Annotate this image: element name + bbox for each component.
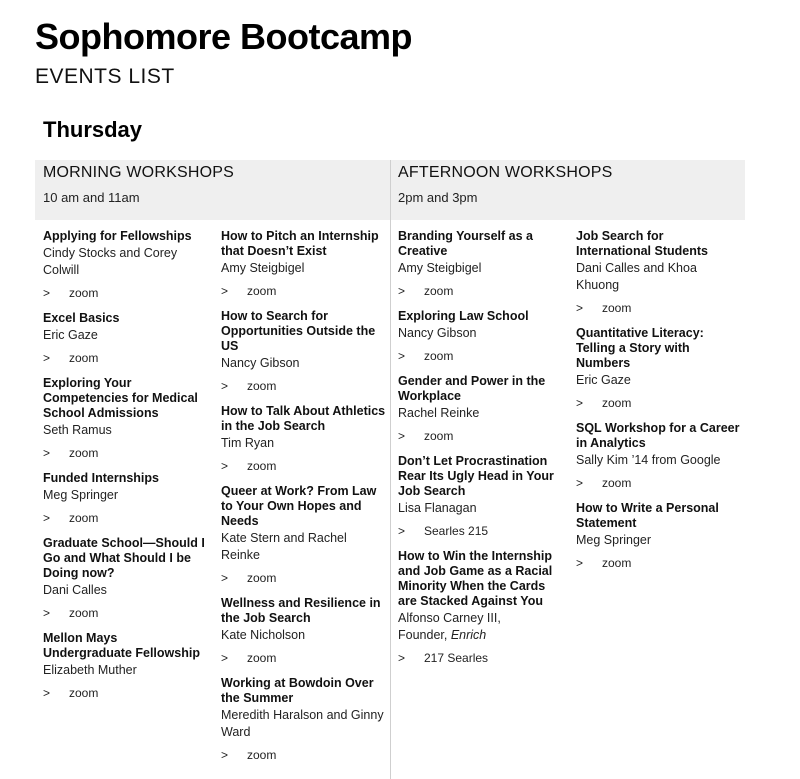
- chevron-right-icon: >: [576, 301, 584, 315]
- event-speaker: Tim Ryan: [221, 436, 275, 450]
- event-item: [576, 229, 741, 316]
- event-speaker: Seth Ramus: [43, 423, 112, 437]
- event-location: [221, 747, 386, 763]
- event-speaker: Sally Kim ’14 from Google: [576, 453, 721, 467]
- chevron-right-icon: >: [576, 476, 584, 490]
- event-location-text: zoom: [247, 748, 277, 762]
- event-location-text: zoom: [247, 459, 277, 473]
- event-location: [221, 650, 386, 666]
- event-speaker: Meg Springer: [43, 488, 119, 502]
- event-title: Graduate School—Should I Go and What Should I be Doing now?: [43, 536, 205, 580]
- event-location-text: zoom: [424, 429, 454, 443]
- chevron-right-icon: >: [398, 651, 406, 665]
- event-title: Branding Yourself as a Creative: [398, 229, 533, 258]
- event-title: Applying for Fellowships: [43, 229, 192, 243]
- event-speaker: Kate Stern and Rachel Reinke: [221, 531, 347, 562]
- chevron-right-icon: >: [398, 524, 406, 538]
- event-location: [43, 445, 208, 461]
- event-location: [221, 283, 386, 299]
- event-item: [398, 309, 563, 364]
- event-item: [43, 536, 208, 621]
- event-location-text: zoom: [69, 686, 99, 700]
- event-location-text: zoom: [69, 286, 99, 300]
- afternoon-workshops-title: AFTERNOON WORKSHOPS: [398, 164, 613, 181]
- event-role-prefix: Founder,: [398, 628, 451, 642]
- chevron-right-icon: >: [43, 686, 51, 700]
- event-item: [43, 229, 208, 301]
- event-item: [43, 471, 208, 526]
- chevron-right-icon: >: [398, 349, 406, 363]
- chevron-right-icon: >: [43, 606, 51, 620]
- event-speaker: Meg Springer: [576, 533, 652, 547]
- event-location: [398, 348, 563, 364]
- morning-workshops-header: [35, 160, 390, 220]
- event-location: [43, 350, 208, 366]
- page-subtitle: EVENTS LIST: [35, 65, 175, 88]
- event-title: How to Talk About Athletics in the Job Search: [221, 404, 386, 433]
- event-location-text: zoom: [247, 571, 277, 585]
- event-item: [576, 501, 741, 571]
- event-item: [221, 309, 386, 394]
- event-location: [576, 555, 741, 571]
- event-speaker: Lisa Flanagan: [398, 501, 477, 515]
- event-location: [43, 285, 208, 301]
- chevron-right-icon: >: [221, 459, 229, 473]
- afternoon-workshops-header: [390, 160, 745, 220]
- event-location: [398, 428, 563, 444]
- chevron-right-icon: >: [221, 379, 229, 393]
- event-item: [221, 484, 386, 586]
- event-item: [43, 376, 208, 461]
- event-location-text: Searles 215: [424, 524, 489, 538]
- event-item: [398, 454, 563, 539]
- event-title: Job Search for International Students: [576, 229, 708, 258]
- afternoon-column-2: [576, 229, 741, 581]
- morning-column-1: [43, 229, 208, 711]
- event-item: [221, 676, 386, 763]
- day-heading: Thursday: [43, 117, 143, 142]
- event-title: How to Search for Opportunities Outside the US: [221, 309, 376, 353]
- chevron-right-icon: >: [576, 396, 584, 410]
- event-location-text: zoom: [602, 476, 632, 490]
- event-location-text: zoom: [247, 284, 277, 298]
- event-title: Gender and Power in the Workplace: [398, 374, 546, 403]
- morning-workshops-time: 10 am and 11am: [43, 190, 140, 205]
- event-item: [221, 229, 386, 299]
- event-title: Working at Bowdoin Over the Summer: [221, 676, 374, 705]
- event-location-text: zoom: [69, 351, 99, 365]
- event-location-text: zoom: [602, 301, 632, 315]
- event-speaker: Amy Steigbigel: [221, 261, 305, 275]
- event-role-org: Enrich: [450, 628, 487, 642]
- event-speaker: Nancy Gibson: [398, 326, 477, 340]
- event-location: [576, 395, 741, 411]
- event-title: How to Write a Personal Statement: [576, 501, 719, 530]
- event-speaker: Rachel Reinke: [398, 406, 480, 420]
- chevron-right-icon: >: [398, 284, 406, 298]
- event-title: Funded Internships: [43, 471, 159, 485]
- event-title: Queer at Work? From Law to Your Own Hopes and Needs: [221, 484, 377, 528]
- event-location-text: zoom: [602, 396, 632, 410]
- event-location: [576, 475, 741, 491]
- event-title: Quantitative Literacy: Telling a Story with Numbers: [576, 326, 704, 370]
- morning-column-2: [221, 229, 386, 773]
- event-location: [221, 378, 386, 394]
- page-title: Sophomore Bootcamp: [35, 16, 413, 57]
- event-location: [43, 685, 208, 701]
- event-title: Exploring Your Competencies for Medical School Admissions: [43, 376, 198, 420]
- event-speaker: Eric Gaze: [576, 373, 631, 387]
- event-location: [576, 300, 741, 316]
- event-title: Exploring Law School: [398, 309, 529, 323]
- event-speaker: Eric Gaze: [43, 328, 98, 342]
- event-location-text: zoom: [69, 606, 99, 620]
- event-item: [398, 374, 563, 444]
- event-speaker: Elizabeth Muther: [43, 663, 137, 677]
- event-location-text: zoom: [602, 556, 632, 570]
- event-speaker: Meredith Haralson and Ginny Ward: [221, 708, 384, 739]
- chevron-right-icon: >: [43, 511, 51, 525]
- event-location-text: zoom: [247, 651, 277, 665]
- event-speaker: Kate Nicholson: [221, 628, 306, 642]
- event-item: [576, 421, 741, 491]
- event-location-text: zoom: [247, 379, 277, 393]
- chevron-right-icon: >: [221, 284, 229, 298]
- event-location: [398, 283, 563, 299]
- chevron-right-icon: >: [43, 446, 51, 460]
- event-title: Mellon Mays Undergraduate Fellowship: [43, 631, 200, 660]
- morning-workshops-title: MORNING WORKSHOPS: [43, 164, 234, 181]
- event-location: [221, 458, 386, 474]
- event-location: [221, 570, 386, 586]
- event-title: Wellness and Resilience in the Job Search: [221, 596, 381, 625]
- event-item: [43, 311, 208, 366]
- event-location: [398, 650, 563, 666]
- event-item: [398, 229, 563, 299]
- event-title: Excel Basics: [43, 311, 120, 325]
- chevron-right-icon: >: [221, 748, 229, 762]
- event-location: [398, 523, 563, 539]
- event-item: [576, 326, 741, 411]
- event-title: Don’t Let Procrastination Rear Its Ugly Head in Your Job Search: [398, 454, 554, 498]
- event-speaker: Cindy Stocks and Corey Colwill: [43, 246, 178, 277]
- event-item: [43, 631, 208, 701]
- event-item: [221, 596, 386, 666]
- event-location-text: zoom: [424, 284, 454, 298]
- event-speaker: Dani Calles: [43, 583, 107, 597]
- event-title: How to Pitch an Internship that Doesn’t Exist: [221, 229, 379, 258]
- column-divider: [390, 160, 391, 779]
- chevron-right-icon: >: [398, 429, 406, 443]
- event-title: How to Win the Internship and Job Game as a Racial Minority When the Cards are Stacked Against You: [398, 549, 553, 608]
- event-item: [398, 549, 563, 666]
- event-speaker: Nancy Gibson: [221, 356, 300, 370]
- event-location-text: zoom: [69, 511, 99, 525]
- event-speaker: Dani Calles and Khoa Khuong: [576, 261, 697, 292]
- chevron-right-icon: >: [221, 651, 229, 665]
- event-location-text: zoom: [69, 446, 99, 460]
- event-speaker: Alfonso Carney III,: [398, 611, 501, 625]
- event-speaker-role: [398, 627, 563, 644]
- event-title: SQL Workshop for a Career in Analytics: [576, 421, 740, 450]
- afternoon-workshops-time: 2pm and 3pm: [398, 190, 478, 205]
- afternoon-column-1: [398, 229, 563, 676]
- event-location-text: 217 Searles: [424, 651, 489, 665]
- chevron-right-icon: >: [43, 351, 51, 365]
- chevron-right-icon: >: [576, 556, 584, 570]
- event-location-text: zoom: [424, 349, 454, 363]
- chevron-right-icon: >: [43, 286, 51, 300]
- event-item: [221, 404, 386, 474]
- chevron-right-icon: >: [221, 571, 229, 585]
- event-location: [43, 605, 208, 621]
- event-speaker: Amy Steigbigel: [398, 261, 482, 275]
- event-location: [43, 510, 208, 526]
